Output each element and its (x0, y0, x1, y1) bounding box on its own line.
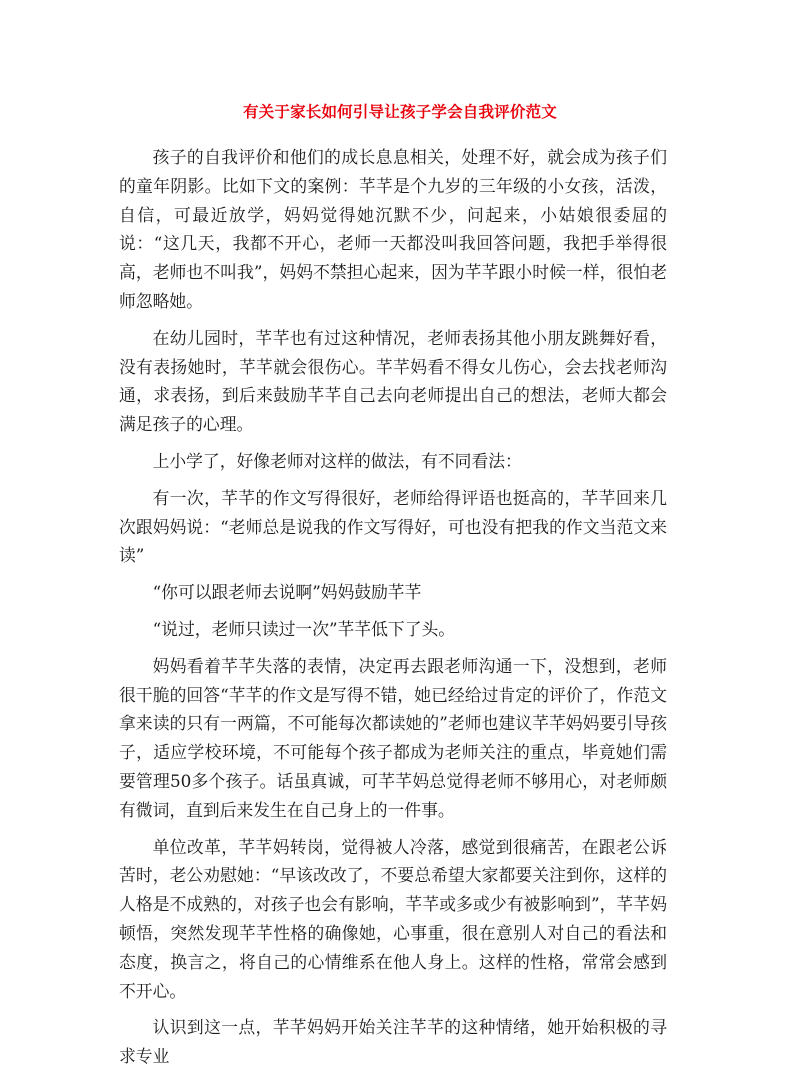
document-body (119, 143, 667, 1071)
document-title: 有关于家长如何引导让孩子学会自我评价范文 (242, 102, 557, 121)
paragraph: 有一次，芊芊的作文写得很好，老师给得评语也挺高的，芊芊回来几次跟妈妈说：“老师总是说我的作文写得好，可也没有把我的作文当范文来读” (119, 487, 667, 566)
paragraph: 在幼儿园时，芊芊也有过这种情况，老师表扬其他小朋友跳舞好看，没有表扬她时，芊芊就会很伤心。芊芊妈看不得女儿伤心，会去找老师沟通，求表扬，到后来鼓励芊芊自己去向老师提出自己的想法，老师大都会满足孩子的心理。 (119, 327, 667, 435)
paragraph: 妈妈看着芊芊失落的表情，决定再去跟老师沟通一下，没想到，老师很干脆的回答“芊芊的作文是写得不错，她已经给过肯定的评价了，作范文拿来读的只有一两篇，不可能每次都读她的”老师也建议芊芊妈妈要引导孩子，适应学校环境，不可能每个孩子都成为老师关注的重点，毕竟她们需要管理50多个孩子。话虽真诚，可芊芊妈总觉得老师不够用心，对老师颇有微词，直到后来发生在自己身上的一件事。 (119, 655, 667, 820)
paragraph: 上小学了，好像老师对这样的做法，有不同看法： (152, 450, 522, 471)
paragraph: “说过，老师只读过一次”芊芊低下了头。 (152, 618, 456, 639)
paragraph: “你可以跟老师去说啊”妈妈鼓励芊芊 (152, 582, 422, 603)
paragraph: 认识到这一点，芊芊妈妈开始关注芊芊的这种情绪，她开始积极的寻求专业 (119, 1017, 667, 1067)
paragraph: 孩子的自我评价和他们的成长息息相关，处理不好，就会成为孩子们的童年阴影。比如下文的案例：芊芊是个九岁的三年级的小女孩，活泼，自信，可最近放学，妈妈觉得她沉默不少，问起来，小姑娘很委屈的说：“这几天，我都不开心，老师一天都没叫我回答问题，我把手举得很高，老师也不叫我”，妈妈不禁担心起来，因为芊芊跟小时候一样，很怕老师忽略她。 (119, 147, 667, 311)
paragraph: 单位改革，芊芊妈转岗，觉得被人冷落，感觉到很痛苦，在跟老公诉苦时，老公劝慰她：“早该改改了，不要总希望大家都要关注到你，这样的人格是不成熟的，对孩子也会有影响，芊芊或多或少有被影响到”，芊芊妈顿悟，突然发现芊芊性格的确像她，心事重，很在意别人对自己的看法和态度，换言之，将自己的心情维系在他人身上。这样的性格，常常会感到不开心。 (119, 836, 667, 1001)
